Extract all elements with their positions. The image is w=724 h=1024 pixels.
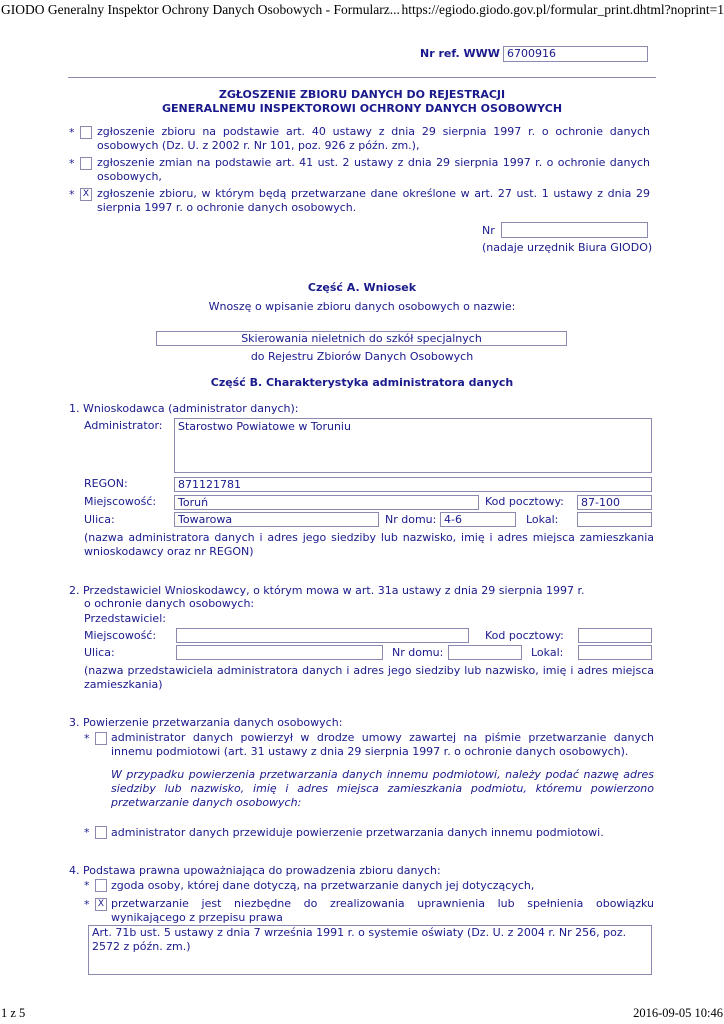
city-label: Miejscowość: <box>84 495 157 508</box>
rep-postal-code-field[interactable] <box>578 628 652 643</box>
dataset-name-field[interactable]: Skierowania nieletnich do szkół specjalnych <box>156 331 567 346</box>
nr-label: Nr <box>482 224 495 237</box>
rep-postal-code-label: Kod pocztowy: <box>485 629 564 642</box>
administrator-field[interactable]: Starostwo Powiatowe w Toruniu <box>174 418 652 473</box>
required-star: * <box>84 879 90 892</box>
nr-note: (nadaje urzędnik Biura GIODO) <box>482 241 653 254</box>
required-star: * <box>69 188 75 201</box>
section-2-title: 2. Przedstawiciel Wnioskodawcy, o którym mowa w art. 31a ustawy z dnia 29 sierpnia 1997 r. <box>69 584 585 597</box>
administrator-label: Administrator: <box>84 419 163 432</box>
option-registration-text: zgłoszenie zbioru na podstawie art. 40 ustawy z dnia 29 sierpnia 1997 r. o ochronie danych osobowych (Dz. U. z 2002 r. Nr 101, poz. 926 z późn. zm.), <box>97 125 650 152</box>
rep-local-field[interactable] <box>578 645 652 660</box>
print-header-url: https://egiodo.giodo.gov.pl/formular_print.dhtml?noprint=1 <box>401 2 724 17</box>
street-field[interactable]: Towarowa <box>174 512 379 527</box>
print-datetime: 2016-09-05 10:46 <box>633 1006 723 1020</box>
section-1-title: 1. Wnioskodawca (administrator danych): <box>69 402 299 415</box>
section-3-title: 3. Powierzenie przetwarzania danych osobowych: <box>69 716 343 729</box>
option-changes-checkbox[interactable] <box>80 157 92 170</box>
rep-house-number-field[interactable] <box>448 645 522 660</box>
street-label: Ulica: <box>84 513 115 526</box>
rep-house-number-label: Nr domu: <box>392 646 444 659</box>
option-registration-checkbox[interactable] <box>80 126 92 139</box>
required-star: * <box>84 898 90 911</box>
nr-field[interactable] <box>501 222 648 238</box>
entrusted-processing-checkbox[interactable] <box>95 732 107 745</box>
section-4-title: 4. Podstawa prawna upoważniająca do prowadzenia zbioru danych: <box>69 864 441 877</box>
rep-local-label: Lokal: <box>531 646 564 659</box>
page-counter: 1 z 5 <box>1 1006 26 1020</box>
house-number-label: Nr domu: <box>385 513 437 526</box>
section-2-title-cont: o ochronie danych osobowych: <box>84 597 255 610</box>
postal-code-label: Kod pocztowy: <box>485 495 564 508</box>
required-star: * <box>84 826 90 839</box>
regon-field[interactable]: 871121781 <box>174 477 652 492</box>
form-title-line1: ZGŁOSZENIE ZBIORU DANYCH DO REJESTRACJI <box>218 88 506 101</box>
city-field[interactable]: Toruń <box>174 495 479 510</box>
entrusted-processing-instructions: W przypadku powierzenia przetwarzania danych innemu podmiotowi, należy podać nazwę adres siedziby lub nazwisko, imię i adres miejsca zamieszkania podmiotu, któremu powierzono przetwarzanie danych osobowych: <box>111 768 654 809</box>
planned-entrustment-text: administrator danych przewiduje powierzenie przetwarzania danych innemu podmiotowi. <box>111 826 604 839</box>
option-changes-text: zgłoszenie zmian na podstawie art. 41 ust. 2 ustawy z dnia 29 sierpnia 1997 r. o ochronie danych osobowych, <box>97 156 650 183</box>
section-2-note: (nazwa przedstawiciela administratora danych i adres jego siedziby lub nazwisko, imię i adres miejsca zamieszkania) <box>84 664 654 691</box>
entrusted-processing-text: administrator danych powierzył w drodze umowy zawartej na piśmie przetwarzanie danych innemu podmiotowi (art. 31 ustawy z dnia 29 sierpnia 1997 r. o ochronie danych osobowych). <box>111 731 654 758</box>
section-1-note: (nazwa administratora danych i adres jego siedziby lub nazwisko, imię i adres miejsca zamieszkania wnioskodawcy oraz nr REGON) <box>84 531 654 558</box>
legal-obligation-text: przetwarzanie jest niezbędne do zrealizowania uprawnienia lub spełnienia obowiązku wynikającego z przepisu prawa <box>111 897 654 924</box>
rep-street-field[interactable] <box>176 645 383 660</box>
local-label: Lokal: <box>526 513 559 526</box>
rep-city-label: Miejscowość: <box>84 629 157 642</box>
legal-obligation-checkbox[interactable]: X <box>95 898 107 911</box>
legal-basis-field[interactable]: Art. 71b ust. 5 ustawy z dnia 7 września 1991 r. o systemie oświaty (Dz. U. z 2004 r. Nr 256, poz. 2572 z późn. zm.) <box>88 925 652 975</box>
required-star: * <box>69 157 75 170</box>
option-sensitive-checkbox[interactable]: X <box>80 188 92 201</box>
regon-label: REGON: <box>84 477 128 490</box>
rep-street-label: Ulica: <box>84 646 115 659</box>
house-number-field[interactable]: 4-6 <box>440 512 516 527</box>
form-title-line2: GENERALNEMU INSPEKTOROWI OCHRONY DANYCH OSOBOWYCH <box>161 102 563 115</box>
title-divider <box>68 77 656 78</box>
local-field[interactable] <box>577 512 652 527</box>
required-star: * <box>69 126 75 139</box>
postal-code-field[interactable]: 87-100 <box>577 495 652 510</box>
consent-text: zgoda osoby, której dane dotyczą, na przetwarzanie danych jej dotyczących, <box>111 879 535 892</box>
rep-city-field[interactable] <box>176 628 469 643</box>
part-b-heading: Część B. Charakterystyka administratora danych <box>210 376 514 389</box>
part-a-registry: do Rejestru Zbiorów Danych Osobowych <box>250 350 474 363</box>
option-sensitive-text: zgłoszenie zbioru, w którym będą przetwarzane dane określone w art. 27 ust. 1 ustawy z dnia 29 sierpnia 1997 r. o ochronie danych osobowych. <box>97 187 650 214</box>
part-a-intro: Wnoszę o wpisanie zbioru danych osobowych o nazwie: <box>208 300 516 313</box>
print-header-title: GIODO Generalny Inspektor Ochrony Danych Osobowych - Formularz... <box>1 2 400 17</box>
planned-entrustment-checkbox[interactable] <box>95 826 107 839</box>
ref-label: Nr ref. WWW <box>420 47 500 60</box>
required-star: * <box>84 732 90 745</box>
consent-checkbox[interactable] <box>95 879 107 892</box>
representative-label: Przedstawiciel: <box>84 612 166 625</box>
ref-number-field[interactable]: 6700916 <box>503 46 648 62</box>
part-a-heading: Część A. Wniosek <box>307 281 417 294</box>
